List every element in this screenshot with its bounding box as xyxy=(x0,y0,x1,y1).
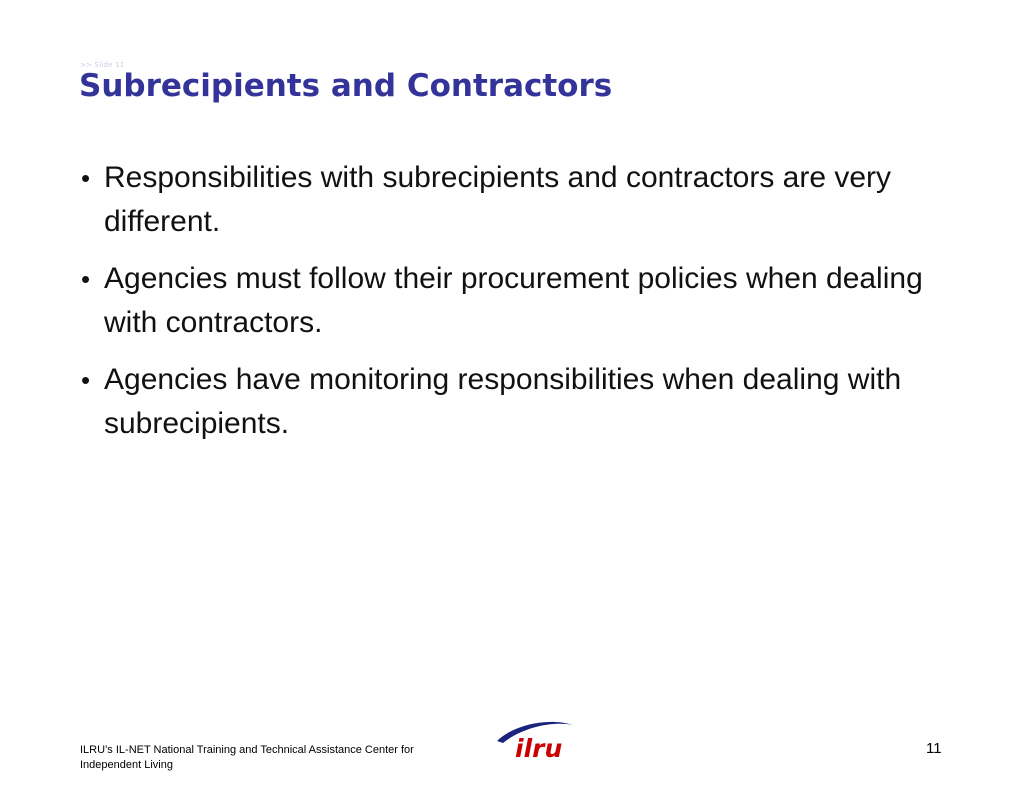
bullet-list xyxy=(76,156,956,459)
bullet-dot-icon: • xyxy=(81,264,91,294)
bullet-text: Agencies have monitoring responsibilities when dealing with subrecipients. xyxy=(104,363,902,440)
bullet-text: Agencies must follow their procurement policies when dealing with contractors. xyxy=(104,262,923,339)
bullet-item xyxy=(76,156,956,244)
footer-organization-text: ILRU’s IL-NET National Training and Technical Assistance Center for Independent Living xyxy=(80,744,414,771)
svg-text:ilru: ilru xyxy=(515,734,563,761)
bullet-dot-icon: • xyxy=(81,365,91,395)
bullet-item xyxy=(76,257,956,345)
bullet-item xyxy=(76,358,956,446)
slide-marker: >> Slide 11 xyxy=(80,61,125,69)
slide-title: Subrecipients and Contractors xyxy=(79,68,613,104)
ilru-logo xyxy=(493,719,581,761)
bullet-text: Responsibilities with subrecipients and contractors are very different. xyxy=(104,161,892,238)
page-number: 11 xyxy=(926,740,942,757)
bullet-dot-icon: • xyxy=(81,163,91,193)
